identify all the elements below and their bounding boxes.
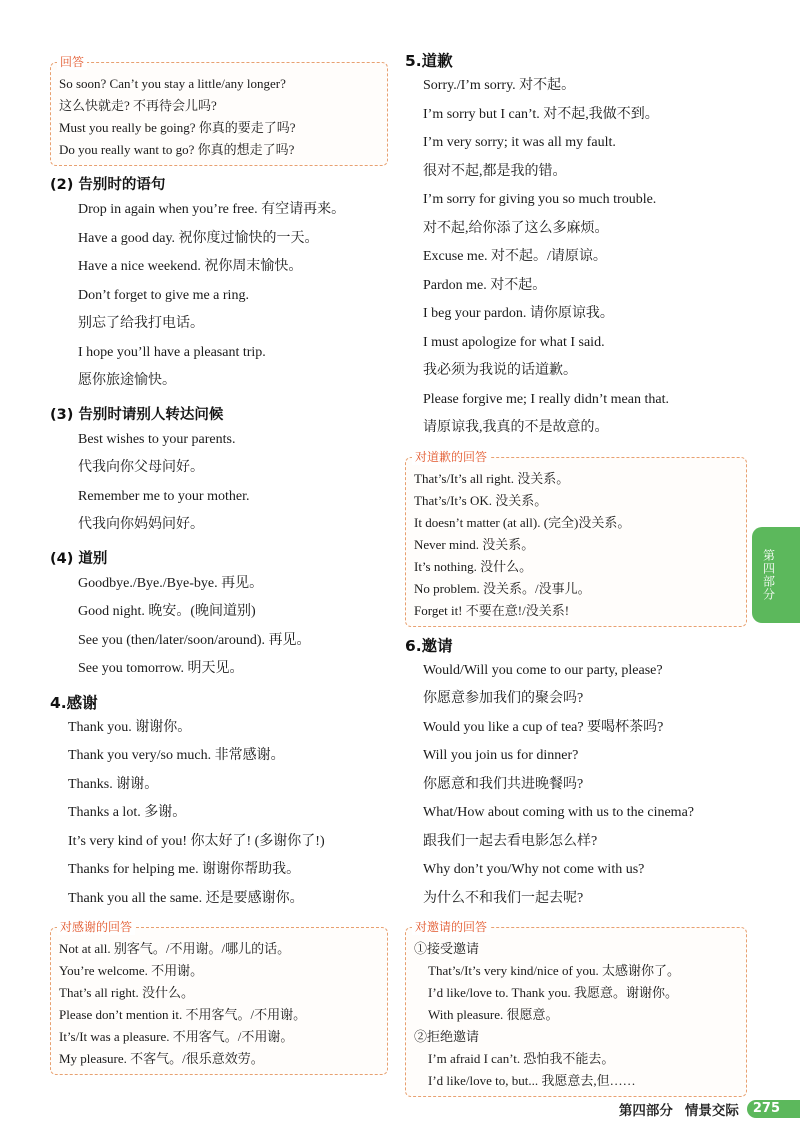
phrase-line: Drop in again when you’re free. 有空请再来。 — [78, 202, 346, 217]
answer-box-leaving — [50, 55, 388, 166]
box-line: It doesn’t matter (at all). (完全)没关系。 — [414, 514, 631, 530]
phrase-line: 代我向你父母问好。 — [78, 460, 204, 475]
section-heading-apology: 5.道歉 — [405, 52, 453, 70]
phrase-line: 跟我们一起去看电影怎么样? — [423, 833, 598, 849]
box-line: That’s/It’s all right. 没关系。 — [414, 470, 570, 486]
phrase-line: 我必须为我说的话道歉。 — [423, 363, 577, 378]
box-line: That’s/It’s very kind/nice of you. 太感谢你了。 — [428, 963, 681, 978]
phrase-line: Will you join us for dinner? — [423, 748, 579, 763]
phrase-line: Pardon me. 对不起。 — [423, 277, 547, 293]
box-line: I’d like/love to. Thank you. 我愿意。谢谢你。 — [428, 985, 678, 1000]
right-column — [405, 50, 747, 1097]
phrase-line: What/How about coming with us to the cinema? — [423, 805, 694, 820]
box-line: You’re welcome. 不用谢。 — [59, 963, 204, 978]
box-line: No problem. 没关系。/没事儿。 — [414, 580, 591, 596]
box-tag: 回答 — [57, 54, 87, 70]
box-line: Must you really be going? 你真的要走了吗? — [59, 120, 296, 135]
phrase-line: See you tomorrow. 明天见。 — [78, 661, 244, 676]
box-line: 这么快就走? 不再待会儿吗? — [59, 98, 217, 113]
phrase-line: Excuse me. 对不起。/请原谅。 — [423, 249, 607, 264]
phrase-line: 请原谅我,我真的不是故意的。 — [423, 420, 609, 435]
phrase-line: Please forgive me; I really didn’t mean that. — [423, 391, 669, 407]
answer-box-apology — [405, 449, 747, 627]
section-heading-goodbye: (4) 道别 — [50, 550, 108, 567]
box-line: I’m afraid I can’t. 恐怕我不能去。 — [428, 1051, 615, 1066]
answer-box-thanks — [50, 920, 388, 1075]
phrase-line: I’m sorry for giving you so much trouble. — [423, 192, 657, 207]
box-line: With pleasure. 很愿意。 — [428, 1007, 559, 1022]
phrase-line: 你愿意参加我们的聚会吗? — [423, 691, 584, 706]
box-line: It’s nothing. 没什么。 — [414, 558, 533, 574]
box-line: It’s/It was a pleasure. 不用客气。/不用谢。 — [59, 1029, 294, 1044]
phrase-line: 愿你旅途愉快。 — [78, 373, 176, 388]
phrase-line: I beg your pardon. 请你原谅我。 — [423, 306, 614, 321]
phrase-line: Have a good day. 祝你度过愉快的一天。 — [78, 230, 319, 246]
page-number: 275 — [747, 1100, 800, 1118]
section-heading-invitation: 6.邀请 — [405, 636, 453, 655]
phrase-line: Thanks a lot. 多谢。 — [68, 805, 187, 820]
phrase-line: Thanks for helping me. 谢谢你帮助我。 — [68, 862, 301, 877]
phrase-line: 别忘了给我打电话。 — [78, 316, 204, 331]
accept-label: ①接受邀请 — [414, 941, 480, 956]
phrase-line: 为什么不和我们一起去呢? — [423, 890, 584, 906]
box-tag: 对感谢的回答 — [57, 919, 135, 935]
phrase-line: Would you like a cup of tea? 要喝杯茶吗? — [423, 719, 664, 735]
section-side-tab: 第四部分 — [752, 527, 800, 623]
phrase-line: Thank you all the same. 还是要感谢你。 — [68, 890, 304, 906]
footer-section: 第四部分 — [618, 1103, 673, 1119]
box-line: Forget it! 不要在意!/没关系! — [414, 602, 570, 618]
phrase-line: 对不起,给你添了这么多麻烦。 — [423, 220, 609, 236]
phrase-line: 代我向你妈妈问好。 — [78, 517, 204, 532]
section-heading-thanks: 4.感谢 — [50, 693, 98, 712]
phrase-line: Best wishes to your parents. — [78, 431, 236, 447]
box-line: I’d like/love to, but... 我愿意去,但…… — [428, 1073, 636, 1088]
phrase-line: 很对不起,都是我的错。 — [423, 163, 567, 179]
phrase-line: Have a nice weekend. 祝你周末愉快。 — [78, 259, 303, 274]
phrase-line: I must apologize for what I said. — [423, 334, 605, 350]
phrase-line: See you (then/later/soon/around). 再见。 — [78, 632, 311, 648]
box-line: Never mind. 没关系。 — [414, 536, 535, 552]
phrase-line: I’m very sorry; it was all my fault. — [423, 135, 616, 150]
phrase-line: Don’t forget to give me a ring. — [78, 287, 249, 303]
box-line: That’s all right. 没什么。 — [59, 985, 195, 1000]
phrase-line: Goodbye./Bye./Bye-bye. 再见。 — [78, 575, 264, 591]
box-line: So soon? Can’t you stay a little/any longer? — [59, 76, 286, 91]
phrase-line: Good night. 晚安。(晚间道别) — [78, 604, 256, 619]
phrase-line: I’m sorry but I can’t. 对不起,我做不到。 — [423, 106, 659, 122]
phrase-line: Why don’t you/Why not come with us? — [423, 862, 645, 877]
box-tag: 对道歉的回答 — [412, 449, 490, 465]
left-column — [50, 52, 388, 1075]
phrase-line: It’s very kind of you! 你太好了! (多谢你了!) — [68, 833, 325, 849]
page-footer — [619, 1098, 800, 1120]
section-heading-farewell-phrases: (2) 告别时的语句 — [50, 177, 166, 193]
box-line: Do you really want to go? 你真的想走了吗? — [59, 142, 295, 157]
box-line: Please don’t mention it. 不用客气。/不用谢。 — [59, 1007, 307, 1022]
phrase-line: 你愿意和我们共进晚餐吗? — [423, 776, 584, 792]
phrase-line: I hope you’ll have a pleasant trip. — [78, 344, 266, 360]
answer-box-invitation — [405, 920, 747, 1097]
phrase-line: Thank you very/so much. 非常感谢。 — [68, 748, 285, 763]
phrase-line: Thank you. 谢谢你。 — [68, 719, 192, 735]
section-heading-regards: (3) 告别时请别人转达问候 — [50, 406, 224, 423]
box-line: My pleasure. 不客气。/很乐意效劳。 — [59, 1051, 264, 1066]
phrase-line: Would/Will you come to our party, please? — [423, 662, 663, 678]
box-line: Not at all. 别客气。/不用谢。/哪儿的话。 — [59, 941, 291, 956]
phrase-line: Thanks. 谢谢。 — [68, 776, 159, 792]
footer-title: 情景交际 — [684, 1103, 739, 1119]
box-tag: 对邀请的回答 — [412, 919, 490, 935]
box-line: That’s/It’s OK. 没关系。 — [414, 492, 548, 508]
refuse-label: ②拒绝邀请 — [414, 1029, 480, 1044]
phrase-line: Sorry./I’m sorry. 对不起。 — [423, 78, 576, 93]
phrase-line: Remember me to your mother. — [78, 488, 250, 504]
